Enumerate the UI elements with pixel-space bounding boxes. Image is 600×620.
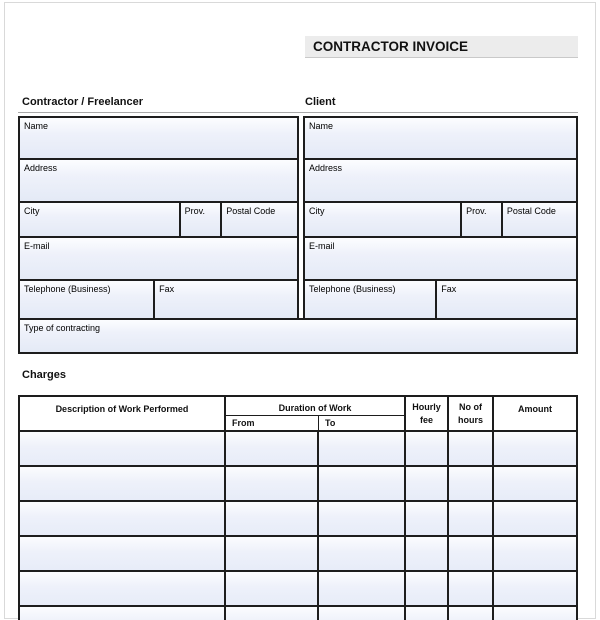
charges-cell-amount[interactable]	[494, 467, 576, 500]
charges-cell-fee[interactable]	[406, 607, 449, 620]
prov-label: Prov.	[184, 206, 205, 216]
charges-cell-amount[interactable]	[494, 537, 576, 570]
header-description: Description of Work Performed	[20, 397, 226, 430]
telephone-label: Telephone (Business)	[24, 284, 111, 294]
charges-cell-from[interactable]	[226, 607, 319, 620]
charges-cell-desc[interactable]	[20, 607, 226, 620]
charges-cell-fee[interactable]	[406, 572, 449, 605]
charges-section-heading: Charges	[22, 369, 67, 381]
charges-cell-amount[interactable]	[494, 432, 576, 465]
city-label: City	[24, 206, 40, 216]
contractor-city-row	[20, 203, 297, 238]
charges-cell-hours[interactable]	[449, 432, 494, 465]
charges-cell-desc[interactable]	[20, 537, 226, 570]
charges-cell-to[interactable]	[319, 572, 406, 605]
contractor-city-field[interactable]	[20, 203, 181, 236]
client-telephone-row	[305, 281, 576, 318]
charges-cell-hours[interactable]	[449, 607, 494, 620]
header-no-of-hours: No of hours	[449, 397, 494, 430]
client-city-field[interactable]	[305, 203, 462, 236]
charges-cell-desc[interactable]	[20, 432, 226, 465]
charges-cell-fee[interactable]	[406, 467, 449, 500]
contractor-name-field[interactable]	[20, 118, 297, 158]
client-email-row	[305, 238, 576, 281]
header-from: From	[226, 416, 319, 430]
charges-cell-to[interactable]	[319, 607, 406, 620]
client-prov-field[interactable]	[462, 203, 503, 236]
client-details-form	[303, 116, 578, 318]
telephone-label: Telephone (Business)	[309, 284, 396, 294]
client-section-heading: Client	[305, 96, 336, 108]
header-amount: Amount	[518, 404, 552, 414]
charges-cell-amount[interactable]	[494, 607, 576, 620]
name-label: Name	[309, 121, 334, 131]
client-city-row	[305, 203, 576, 238]
address-label: Address	[309, 163, 343, 173]
charges-cell-amount[interactable]	[494, 572, 576, 605]
client-name-row	[305, 118, 576, 160]
charges-table-row	[20, 432, 576, 467]
client-address-field[interactable]	[305, 160, 576, 201]
charges-cell-desc[interactable]	[20, 502, 226, 535]
contractor-email-row	[20, 238, 297, 281]
charges-table-row	[20, 537, 576, 572]
client-fax-field[interactable]	[437, 281, 576, 318]
postal-code-label: Postal Code	[506, 206, 556, 216]
fax-label: Fax	[441, 284, 457, 294]
contractor-details-form	[18, 116, 299, 318]
charges-cell-desc[interactable]	[20, 467, 226, 500]
charges-table-body	[20, 432, 576, 620]
charges-cell-hours[interactable]	[449, 467, 494, 500]
page-title: CONTRACTOR INVOICE	[305, 36, 578, 58]
client-email-field[interactable]	[305, 238, 576, 279]
type-of-contracting-label: Type of contracting	[24, 323, 101, 333]
charges-cell-from[interactable]	[226, 572, 319, 605]
contractor-name-row	[20, 118, 297, 160]
contractor-prov-field[interactable]	[181, 203, 223, 236]
contractor-address-field[interactable]	[20, 160, 297, 201]
client-postal-code-field[interactable]	[503, 203, 576, 236]
name-label: Name	[24, 121, 49, 131]
charges-cell-amount[interactable]	[494, 502, 576, 535]
header-duration-group	[226, 397, 406, 430]
charges-table-header	[20, 397, 576, 432]
prov-label: Prov.	[466, 206, 487, 216]
type-of-contracting-field[interactable]	[18, 318, 578, 354]
charges-table-row	[20, 572, 576, 607]
charges-cell-hours[interactable]	[449, 537, 494, 570]
client-telephone-field[interactable]	[305, 281, 437, 318]
header-to: To	[325, 418, 336, 428]
client-name-field[interactable]	[305, 118, 576, 158]
charges-cell-desc[interactable]	[20, 572, 226, 605]
contractor-fax-field[interactable]	[155, 281, 297, 318]
contractor-telephone-field[interactable]	[20, 281, 155, 318]
email-label: E-mail	[24, 241, 50, 251]
charges-cell-fee[interactable]	[406, 537, 449, 570]
charges-table-row	[20, 607, 576, 620]
charges-cell-hours[interactable]	[449, 502, 494, 535]
fax-label: Fax	[159, 284, 175, 294]
charges-table-row	[20, 502, 576, 537]
charges-cell-to[interactable]	[319, 502, 406, 535]
city-label: City	[309, 206, 325, 216]
charges-cell-fee[interactable]	[406, 432, 449, 465]
charges-cell-from[interactable]	[226, 502, 319, 535]
postal-code-label: Postal Code	[226, 206, 276, 216]
address-label: Address	[24, 163, 58, 173]
charges-cell-to[interactable]	[319, 537, 406, 570]
client-address-row	[305, 160, 576, 203]
charges-cell-from[interactable]	[226, 432, 319, 465]
header-duration: Duration of Work	[278, 403, 352, 413]
contractor-postal-code-field[interactable]	[222, 203, 297, 236]
contractor-telephone-row	[20, 281, 297, 318]
heading-divider	[18, 112, 578, 113]
charges-cell-fee[interactable]	[406, 502, 449, 535]
charges-cell-hours[interactable]	[449, 572, 494, 605]
charges-table	[18, 395, 578, 620]
header-hourly-fee: Hourly fee	[406, 397, 449, 430]
charges-cell-from[interactable]	[226, 467, 319, 500]
contractor-email-field[interactable]	[20, 238, 297, 279]
charges-cell-to[interactable]	[319, 432, 406, 465]
email-label: E-mail	[309, 241, 335, 251]
contractor-section-heading: Contractor / Freelancer	[22, 96, 144, 108]
contractor-address-row	[20, 160, 297, 203]
charges-cell-to[interactable]	[319, 467, 406, 500]
charges-table-row	[20, 467, 576, 502]
header-duration-subrow	[226, 415, 404, 430]
charges-cell-from[interactable]	[226, 537, 319, 570]
